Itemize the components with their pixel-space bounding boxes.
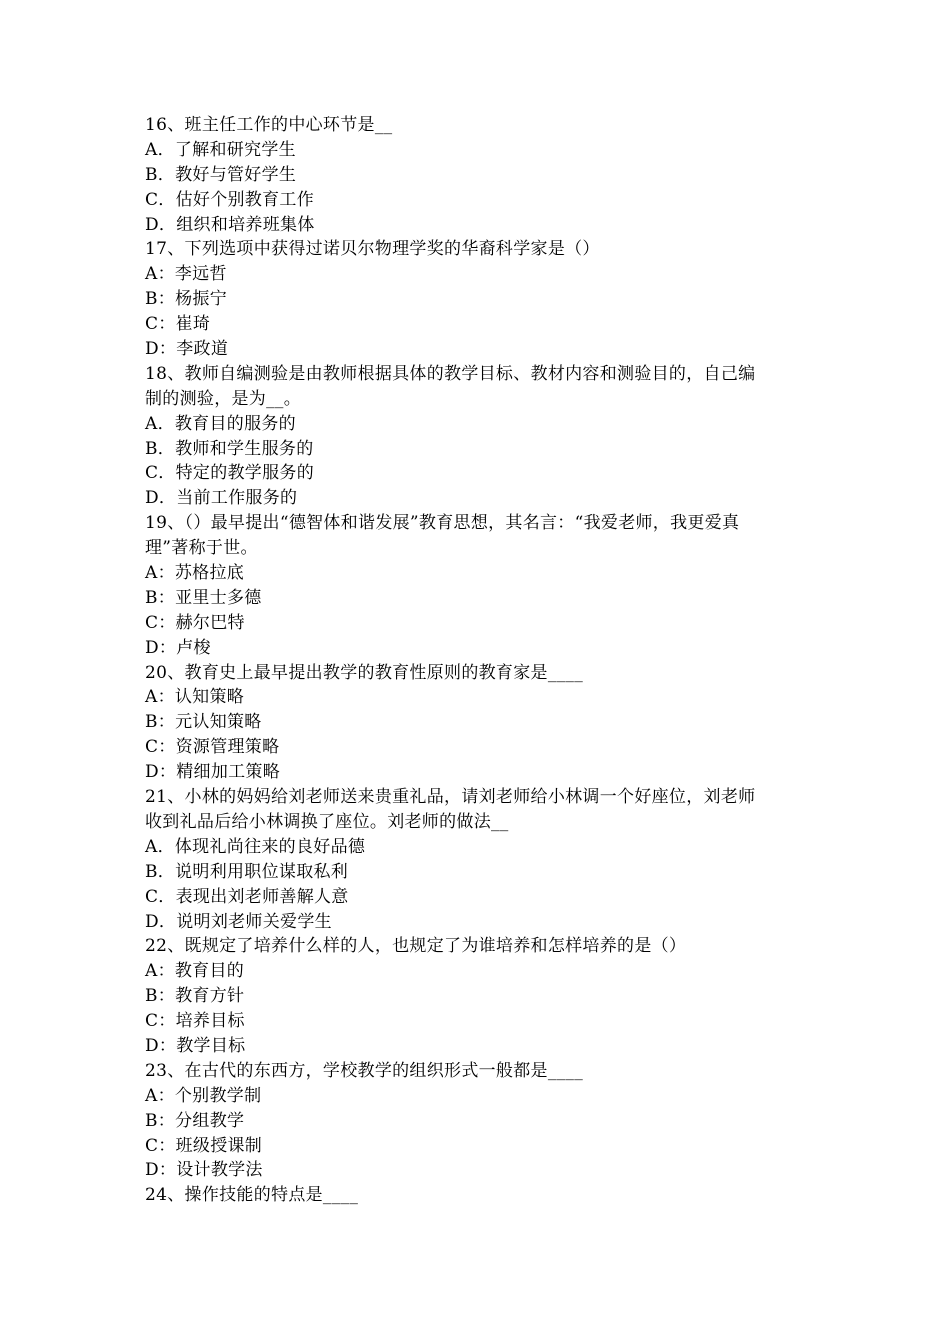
question-20 [145,661,810,785]
option-d: D：设计教学法 [145,1160,263,1181]
option-a: A：苏格拉底 [145,563,245,584]
option-a: A．了解和研究学生 [145,139,296,160]
question-23 [145,1059,810,1183]
question-text-continued: 制的测验，是为__。 [145,388,301,409]
question-list [145,113,810,1208]
option-b: B．说明利用职位谋取私利 [145,861,349,882]
question-18 [145,362,810,511]
option-d: D：卢梭 [145,637,211,658]
option-b: B：杨振宁 [145,289,227,310]
question-text: 21、小林的妈妈给刘老师送来贵重礼品，请刘老师给小林调一个好座位，刘老师 [145,787,756,808]
option-a: A：认知策略 [145,687,245,708]
option-b: B：元认知策略 [145,712,262,733]
option-c: C．表现出刘老师善解人意 [145,886,349,907]
question-17 [145,237,810,361]
option-d: D．组织和培养班集体 [145,214,315,235]
option-b: B．教师和学生服务的 [145,438,314,459]
question-24 [145,1183,810,1208]
question-19 [145,511,810,660]
question-text: 20、教育史上最早提出教学的教育性原则的教育家是____ [145,662,584,683]
option-d: D：教学目标 [145,1035,246,1056]
question-21 [145,785,810,934]
question-text: 24、操作技能的特点是____ [145,1185,359,1206]
option-c: C：赫尔巴特 [145,612,245,633]
question-text: 16、班主任工作的中心环节是__ [145,115,393,135]
question-text: 23、在古代的东西方，学校教学的组织形式一般都是____ [145,1060,584,1081]
question-16 [145,113,810,237]
question-text: 22、既规定了培养什么样的人，也规定了为谁培养和怎样培养的是（） [145,936,687,957]
option-b: B：分组教学 [145,1110,245,1131]
option-b: B：教育方针 [145,986,245,1007]
option-d: D．当前工作服务的 [145,488,298,509]
option-a: A：教育目的 [145,961,245,982]
option-b: B．教好与管好学生 [145,164,297,185]
question-22 [145,934,810,1058]
option-a: A．教育目的服务的 [145,413,296,434]
option-c: C．特定的教学服务的 [145,463,315,484]
question-text-continued: 理”著称于世。 [145,538,258,559]
option-d: D．说明刘老师关爱学生 [145,911,332,932]
option-a: A：李远哲 [145,264,227,285]
question-text: 17、下列选项中获得过诺贝尔物理学奖的华裔科学家是（） [145,239,600,260]
question-text: 18、教师自编测验是由教师根据具体的教学目标、教材内容和测验目的，自己编 [145,363,756,384]
option-a: A：个别教学制 [145,1085,262,1106]
option-c: C．估好个别教育工作 [145,189,315,210]
option-c: C：班级授课制 [145,1135,263,1156]
question-text-continued: 收到礼品后给小林调换了座位。刘老师的做法__ [145,811,509,832]
question-text: 19、（）最早提出“德智体和谐发展”教育思想，其名言：“我爱老师，我更爱真 [145,513,740,534]
option-d: D：精细加工策略 [145,762,281,783]
option-c: C：培养目标 [145,1011,245,1032]
option-a: A．体现礼尚往来的良好品德 [145,836,366,857]
option-c: C：崔琦 [145,314,211,335]
option-b: B：亚里士多德 [145,587,262,608]
option-c: C：资源管理策略 [145,737,280,758]
option-d: D：李政道 [145,339,229,360]
